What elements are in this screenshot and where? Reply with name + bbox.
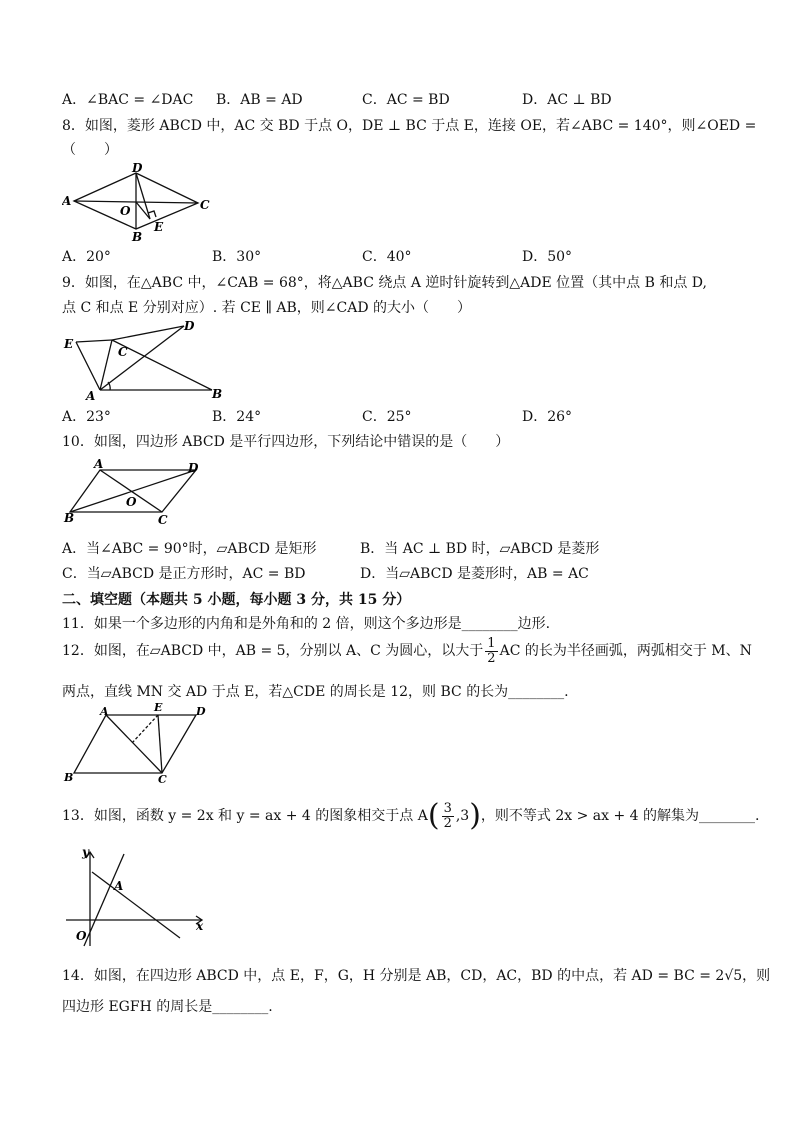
q12-label-d: D [196,705,206,718]
q10-label-o: O [126,495,137,509]
q11-stem: 11．如果一个多边形的内角和是外角和的 2 倍，则这个多边形是________边形. [62,616,551,632]
q8-rhombus-figure [62,163,214,243]
q9-label-a: A [86,389,96,403]
q12-label-e: E [154,703,163,714]
q9-label-e: E [64,337,74,351]
q12-fraction [485,637,497,666]
q12-stem-line2: 两点，直线 MN 交 AD 于点 E，若△CDE 的周长是 12，则 BC 的长为________. [62,684,569,700]
q8-label-d: D [132,163,143,175]
q9-label-d: D [184,320,195,333]
q9-option-a: A．23° [62,409,111,425]
q7-option-d: D．AC ⊥ BD [522,92,612,108]
q13-graph-figure [62,846,212,950]
q10-parallelogram-figure [62,456,212,528]
q13-fraction [442,802,454,831]
q8-label-b: B [132,230,143,243]
q10-label-b: B [64,511,75,525]
q13-label-x: x [196,919,204,933]
q7-option-b: B．AB = AD [216,92,303,108]
q8-label-o: O [120,204,131,218]
q9-option-b: B．24° [212,409,262,425]
q7-option-c: C．AC = BD [362,92,450,108]
q14-stem-line1: 14．如图，在四边形 ABCD 中，点 E，F，G，H 分别是 AB，CD，AC，BD 的中点，若 AD = BC = 2√5，则 [62,968,771,984]
q9-stem-line1: 9．如图，在△ABC 中，∠CAB = 68°，将△ABC 绕点 A 逆时针旋转到△ADE 位置（其中点 B 和点 D, [62,275,707,291]
q10-label-d: D [188,461,199,475]
q9-stem-line2: 点 C 和点 E 分别对应）. 若 CE ∥ AB，则∠CAD 的大小（ ） [62,300,472,316]
q13-fraction-denominator: 2 [443,815,452,831]
q10-option-c: C．当▱ABCD 是正方形时，AC = BD [62,566,306,582]
q8-label-c: C [200,198,210,212]
q8-option-b: B．30° [212,249,262,265]
q12-label-c: C [158,773,167,783]
q7-option-a: A．∠BAC = ∠DAC [62,92,194,108]
q13-coord-y: ,3 [455,808,470,824]
section-fill-in-blank-title: 二、填空题（本题共 5 小题，每小题 3 分，共 15 分） [62,592,411,608]
q10-label-c: C [158,513,168,527]
q12-label-b: B [64,771,74,783]
q8-option-c: C．40° [362,249,412,265]
q12-text-part1: 12．如图，在▱ABCD 中，AB = 5，分别以 A、C 为圆心，以大于 [62,643,484,659]
q8-label-e: E [154,220,164,234]
q12-fraction-numerator: 1 [487,635,496,651]
q10-option-a: A．当∠ABC = 90°时，▱ABCD 是矩形 [62,541,317,557]
q13-text-part2: ，则不等式 2x > ax + 4 的解集为________. [480,808,760,824]
q9-option-c: C．25° [362,409,412,425]
q13-label-a: A [114,879,124,893]
q8-label-a: A [62,194,72,208]
q9-label-c: C [118,345,128,359]
q12-fraction-denominator: 2 [487,650,496,666]
q12-stem-line1 [62,636,752,666]
q13-fraction-numerator: 3 [443,800,452,816]
q13-right-paren: ) [469,798,481,833]
q13-stem [62,796,760,836]
q9-option-d: D．26° [522,409,573,425]
q12-parallelogram-figure [62,703,212,783]
q9-label-b: B [212,387,222,401]
q13-label-y: y [82,846,89,859]
q12-text-part2: AC 的长为半径画弧，两弧相交于 M、N [499,643,752,659]
q8-option-d: D．50° [522,249,573,265]
q10-option-d: D．当▱ABCD 是菱形时，AB = AC [360,566,589,582]
q13-left-paren: ( [427,798,440,833]
q10-stem: 10．如图，四边形 ABCD 是平行四边形，下列结论中错误的是（ ） [62,434,510,450]
q8-stem-paren: （ ） [62,142,118,158]
q10-option-b: B．当 AC ⊥ BD 时，▱ABCD 是菱形 [360,541,600,557]
q13-label-o: O [76,929,87,943]
q14-stem-line2: 四边形 EGFH 的周长是________. [62,999,273,1015]
q10-label-a: A [94,457,104,471]
q13-text-part1: 13．如图，函数 y = 2x 和 y = ax + 4 的图象相交于点 A [62,808,428,824]
q9-rotation-figure [62,320,222,404]
q12-label-a: A [100,705,109,718]
q8-option-a: A．20° [62,249,111,265]
q8-stem: 8．如图，菱形 ABCD 中，AC 交 BD 于点 O，DE ⊥ BC 于点 E，连接 OE，若∠ABC = 140°，则∠OED = [62,118,757,134]
